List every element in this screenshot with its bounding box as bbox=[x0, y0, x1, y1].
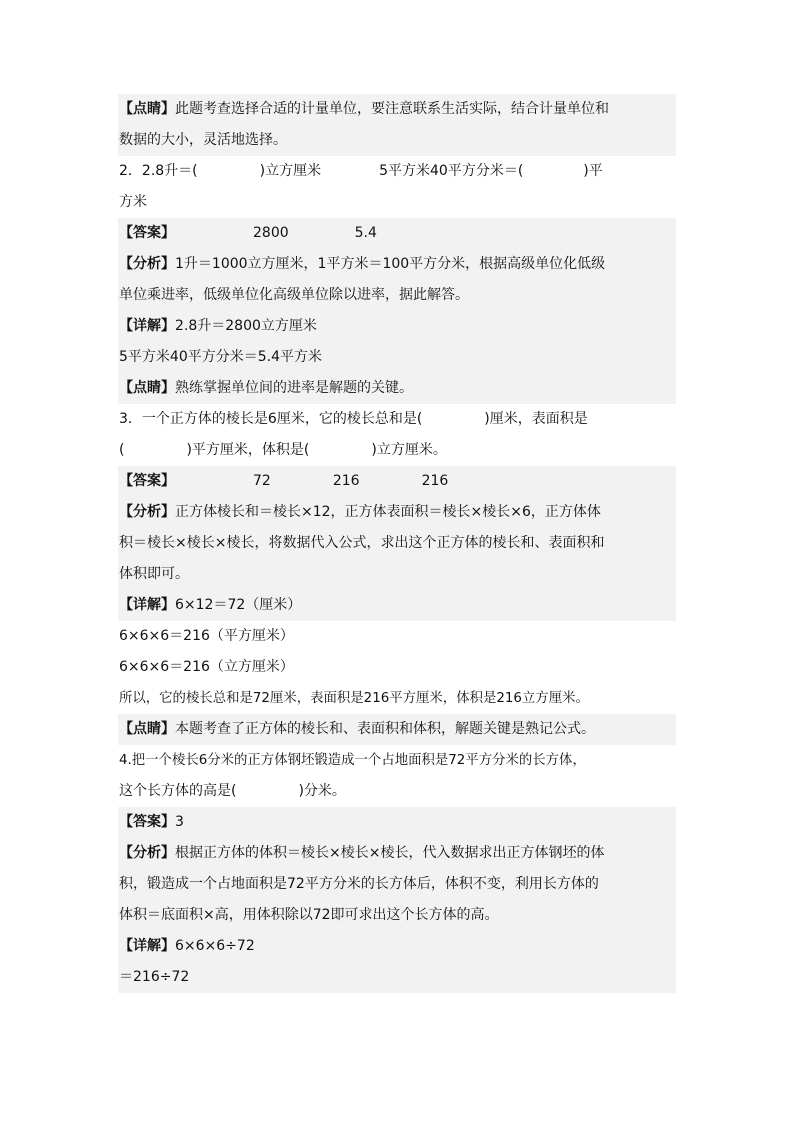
q4-stem-line-2 bbox=[118, 776, 676, 807]
answer-tag: 【答案】 bbox=[119, 814, 175, 830]
answer-value: 5.4 bbox=[354, 225, 377, 241]
question-text: 3．一个正方体的棱长是6厘米，它的棱长总和是( bbox=[119, 411, 423, 427]
q3-stem-line-2 bbox=[118, 435, 676, 466]
q3-analysis-line-2 bbox=[118, 528, 676, 559]
q2-point bbox=[118, 373, 676, 404]
q4-analysis-line-3 bbox=[118, 900, 676, 931]
detail-text: 6×6×6＝216（平方厘米） bbox=[119, 628, 294, 644]
q3-answer bbox=[118, 466, 676, 497]
point-text: 熟练掌握单位间的进率是解题的关键。 bbox=[175, 380, 413, 396]
detail-text: 6×6×6÷72 bbox=[175, 938, 255, 954]
q2-analysis-line-1 bbox=[118, 249, 676, 280]
q4-detail-line-2 bbox=[118, 962, 676, 993]
q1-point-line-2 bbox=[118, 125, 676, 156]
detail-text: 6×12＝72（厘米） bbox=[175, 597, 302, 613]
q4-detail-line-1 bbox=[118, 931, 676, 962]
question-text: )平方厘米，体积是( bbox=[186, 442, 310, 458]
q4-stem-line-1 bbox=[118, 745, 676, 776]
detail-text: 6×6×6＝216（立方厘米） bbox=[119, 659, 294, 675]
analysis-text: 体积＝底面积×高，用体积除以72即可求出这个长方体的高。 bbox=[119, 907, 499, 923]
q2-detail-line-2 bbox=[118, 342, 676, 373]
q3-detail-line-2 bbox=[118, 621, 676, 652]
point-tag: 【点睛】 bbox=[119, 721, 175, 737]
answer-value: 72 bbox=[253, 473, 271, 489]
analysis-text: 积＝棱长×棱长×棱长，将数据代入公式，求出这个正方体的棱长和、表面积和 bbox=[119, 535, 605, 551]
q3-analysis-line-1 bbox=[118, 497, 676, 528]
answer-value: 216 bbox=[421, 473, 449, 489]
answer-value: 216 bbox=[332, 473, 360, 489]
detail-tag: 【详解】 bbox=[119, 597, 175, 613]
conclusion-text: 所以，它的棱长总和是72厘米，表面积是216平方厘米，体积是216立方厘米。 bbox=[119, 691, 589, 706]
question-text: )立方厘米 bbox=[259, 163, 322, 179]
answer-value: 2800 bbox=[253, 225, 289, 241]
analysis-tag: 【分析】 bbox=[119, 845, 175, 861]
analysis-text: 根据正方体的体积＝棱长×棱长×棱长，代入数据求出正方体钢坯的体 bbox=[175, 845, 605, 861]
detail-text: 5平方米40平方分米＝5.4平方米 bbox=[119, 349, 322, 365]
detail-tag: 【详解】 bbox=[119, 318, 175, 334]
q1-point-line-1 bbox=[118, 94, 676, 125]
question-text: 方米 bbox=[119, 194, 147, 210]
q3-point bbox=[118, 714, 676, 745]
answer-tag: 【答案】 bbox=[119, 225, 175, 241]
q3-conclusion bbox=[118, 683, 676, 714]
q2-analysis-line-2 bbox=[118, 280, 676, 311]
answer-tag: 【答案】 bbox=[119, 473, 175, 489]
question-text: )厘米，表面积是 bbox=[484, 411, 588, 427]
analysis-text: 1升＝1000立方厘米，1平方米＝100平方分米，根据高级单位化低级 bbox=[175, 256, 606, 272]
point-tag: 【点睛】 bbox=[119, 101, 175, 117]
q4-answer bbox=[118, 807, 676, 838]
detail-tag: 【详解】 bbox=[119, 938, 175, 954]
document-page bbox=[118, 94, 676, 993]
q4-analysis-line-1 bbox=[118, 838, 676, 869]
question-text: 2．2.8升＝( bbox=[119, 163, 198, 179]
analysis-tag: 【分析】 bbox=[119, 504, 175, 520]
question-text: )分米。 bbox=[298, 783, 346, 799]
question-text: )平 bbox=[583, 163, 603, 179]
q3-stem-line-1 bbox=[118, 404, 676, 435]
answer-value: 3 bbox=[175, 814, 184, 830]
point-text: 本题考查了正方体的棱长和、表面积和体积，解题关键是熟记公式。 bbox=[175, 721, 595, 737]
question-text: 4.把一个棱长6分米的正方体钢坯锻造成一个占地面积是72平方分米的长方体， bbox=[119, 753, 586, 768]
q3-analysis-line-3 bbox=[118, 559, 676, 590]
question-text: ( bbox=[119, 442, 125, 458]
q2-detail-line-1 bbox=[118, 311, 676, 342]
analysis-text: 积，锻造成一个占地面积是72平方分米的长方体后，体积不变，利用长方体的 bbox=[119, 876, 599, 892]
q3-detail-line-3 bbox=[118, 652, 676, 683]
point-tag: 【点睛】 bbox=[119, 380, 175, 396]
question-text: )立方厘米。 bbox=[371, 442, 447, 458]
question-text: 5平方米40平方分米＝( bbox=[379, 163, 524, 179]
analysis-tag: 【分析】 bbox=[119, 256, 175, 272]
analysis-text: 正方体棱长和＝棱长×12，正方体表面积＝棱长×棱长×6，正方体体 bbox=[175, 504, 601, 520]
question-text: 这个长方体的高是( bbox=[119, 783, 237, 799]
q2-stem-line-1 bbox=[118, 156, 676, 187]
q3-detail-line-1 bbox=[118, 590, 676, 621]
q2-answer bbox=[118, 218, 676, 249]
analysis-text: 单位乘进率，低级单位化高级单位除以进率，据此解答。 bbox=[119, 287, 469, 303]
detail-text: 2.8升＝2800立方厘米 bbox=[175, 318, 317, 334]
analysis-text: 体积即可。 bbox=[119, 566, 189, 582]
point-text: 此题考查选择合适的计量单位，要注意联系生活实际，结合计量单位和 bbox=[175, 101, 609, 117]
point-text: 数据的大小，灵活地选择。 bbox=[119, 132, 287, 148]
detail-text: ＝216÷72 bbox=[119, 969, 190, 985]
q2-stem-line-2 bbox=[118, 187, 676, 218]
q4-analysis-line-2 bbox=[118, 869, 676, 900]
